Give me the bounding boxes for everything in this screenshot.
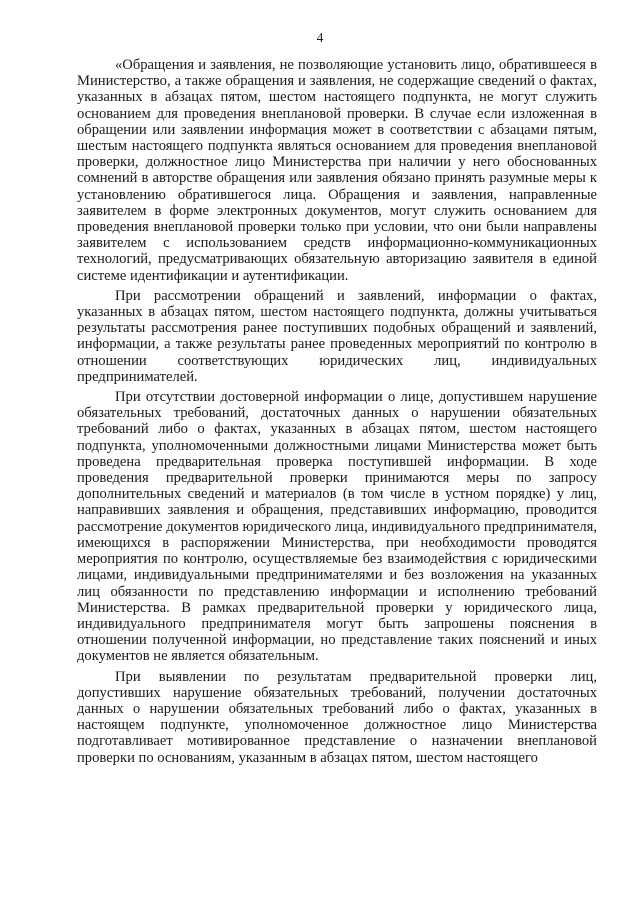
paragraph-2: При рассмотрении обращений и заявлений, информации о фактах, указанных в абзацах пятом, шестом настоящего подпункта, должны учитываться результаты рассмотрения ранее поступивших подобных обращений и заявлений, информации, а также результаты ранее проведенных мероприятий по контролю в отношении соответствующих юридических лиц, индивидуальных предпринимателей. <box>77 287 597 385</box>
paragraph-3: При отсутствии достоверной информации о лице, допустившем нарушение обязательных требований, достаточных данных о нарушении обязательных требований либо о фактах, указанных в абзацах пятом, шестом настоящего подпункта, уполномоченными должностными лицами Министерства может быть проведена предварительная проверка поступившей информации. В ходе проведения предварительной проверки принимаются меры по запросу дополнительных сведений и материалов (в том числе в устном порядке) у лиц, направивших заявления и обращения, представивших информацию, проводится рассмотрение документов юридического лица, индивидуального предпринимателя, имеющихся в распоряжении Министерства, при необходимости проводятся мероприятия по контролю, осуществляемые без взаимодействия с юридическими лицами, индивидуальными предпринимателями и без возложения на указанных лиц обязанности по представлению информации и исполнению требований Министерства. В рамках предварительной проверки у юридического лица, индивидуального предпринимателя могут быть запрошены пояснения в отношении полученной информации, но представление таких пояснений и иных документов не является обязательным. <box>77 389 597 665</box>
paragraph-1: «Обращения и заявления, не позволяющие установить лицо, обратившееся в Министерство, а также обращения и заявления, не содержащие сведений о фактах, указанных в абзацах пятом, шестом настоящего подпункта, не могут служить основанием для проведения внеплановой проверки. В случае если изложенная в обращении или заявлении информация может в соответствии с абзацами пятым, шестым настоящего подпункта являться основанием для проведения внеплановой проверки, должностное лицо Министерства при наличии у него обоснованных сомнений в авторстве обращения или заявления обязано принять разумные меры к установлению обратившегося лица. Обращения и заявления, направленные заявителем в форме электронных документов, могут служить основанием для проведения внеплановой проверки только при условии, что они были направлены заявителем с использованием средств информационно-коммуникационных технологий, предусматривающих обязательную авторизацию заявителя в единой системе идентификации и аутентификации. <box>77 57 597 284</box>
paragraph-4: При выявлении по результатам предварительной проверки лиц, допустивших нарушение обязательных требований, получении достаточных данных о нарушении обязательных требований либо о фактах, указанных в настоящем подпункте, уполномоченное должностное лицо Министерства подготавливает мотивированное представление о назначении внеплановой проверки по основаниям, указанным в абзацах пятом, шестом настоящего <box>77 668 597 766</box>
page-number: 4 <box>316 30 324 45</box>
document-body <box>77 57 597 766</box>
